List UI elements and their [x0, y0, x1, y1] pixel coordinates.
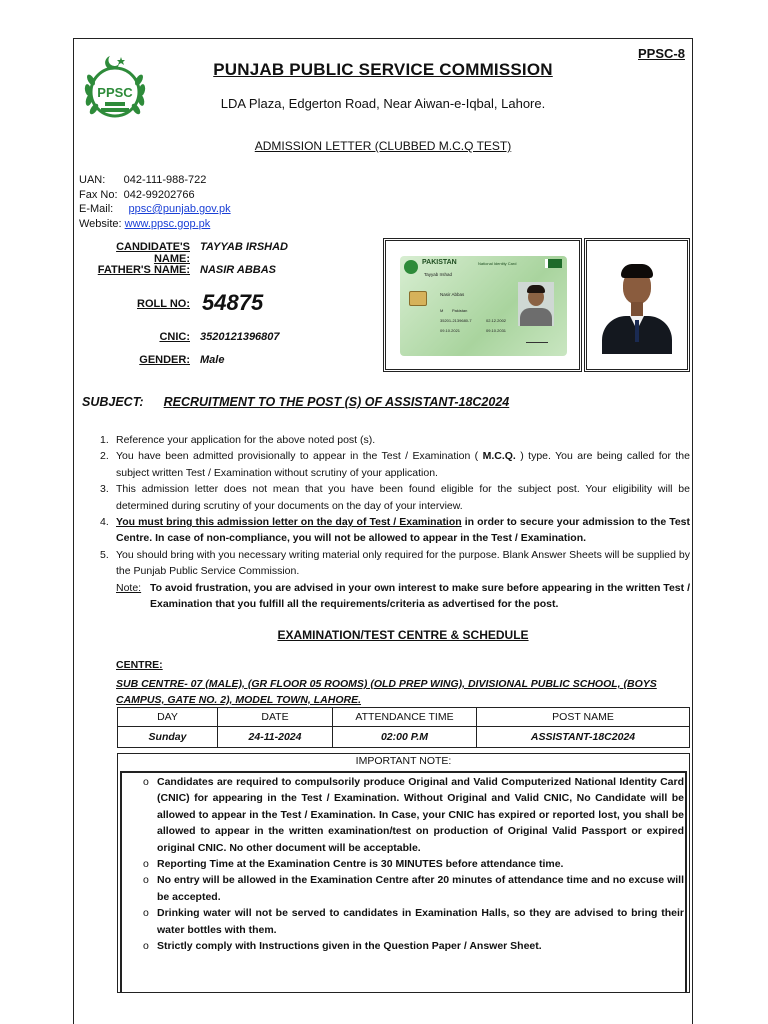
instruction-item: 2. You have been admitted provisionally to appear in the Test / Examination ( M.C.Q. ) type. You are being called for the subject written Test / Examination without scrutiny of your application.	[100, 450, 690, 479]
commission-address: LDA Plaza, Edgerton Road, Near Aiwan-e-Iqbal, Lahore.	[220, 96, 546, 111]
letter-title: ADMISSION LETTER (CLUBBED M.C.Q TEST)	[254, 139, 512, 153]
gender: Male	[200, 354, 225, 366]
list-item: o Reporting Time at the Examination Centre is 30 MINUTES before attendance time.	[143, 858, 564, 871]
fax-label: Fax No:	[79, 188, 118, 201]
card-id-number: 35201-2139680-7	[440, 318, 472, 323]
candidate-name: TAYYAB IRSHAD	[200, 241, 288, 253]
card-photo	[518, 282, 554, 326]
card-name: Tayyab Irshad	[424, 272, 453, 277]
instruction-item: 5. You should bring with you necessary writing material only required for the purpose. Blank Answer Sheets will be supplied by the Punjab Public Service Commission.	[100, 548, 690, 578]
father-name: NASIR ABBAS	[200, 264, 276, 276]
photo-frame	[584, 238, 690, 372]
card-country: PAKISTAN	[422, 259, 457, 266]
candidate-photo	[597, 258, 677, 354]
card-title: National Identity Card	[478, 261, 517, 266]
website-link[interactable]: www.ppsc.gop.pk	[124, 217, 211, 230]
cnic-label: CNIC:	[159, 331, 190, 343]
emblem-icon	[404, 260, 418, 274]
roll-no: 54875	[202, 290, 264, 315]
header-date: DATE	[218, 708, 333, 727]
svg-text:PPSC: PPSC	[97, 85, 133, 100]
card-expiry: 09.10.2031	[486, 328, 507, 333]
cell-day: Sunday	[118, 727, 218, 748]
schedule-header-row	[118, 708, 690, 727]
subject-line	[82, 395, 509, 409]
email-label: E-Mail:	[79, 203, 114, 215]
header-attendance-time: ATTENDANCE TIME	[333, 708, 477, 727]
centre-value: SUB CENTRE- 07 (MALE), (GR FLOOR 05 ROOMS) (OLD PREP WING), DIVISIONAL PUBLIC SCHOOL, (BOYS CAMPUS, GATE NO. 2), MODEL TOWN, LAHORE.	[116, 678, 657, 706]
uan-label: UAN:	[79, 174, 106, 186]
roll-no-label: ROLL NO:	[137, 298, 190, 310]
list-item: o Drinking water will not be served to candidates in Examination Halls, so they are advised to bring their water bottles with them.	[143, 907, 684, 936]
card-father: Nasir Abbas	[440, 292, 465, 297]
list-item: o Strictly comply with Instructions given in the Question Paper / Answer Sheet.	[143, 940, 542, 953]
chip-icon	[409, 291, 427, 306]
father-name-label: FATHER'S NAME:	[97, 264, 190, 276]
website-label: Website:	[79, 217, 122, 230]
instruction-item: 1. Reference your application for the above noted post (s).	[100, 434, 376, 446]
card-country-of-stay: Pakistan	[452, 308, 468, 313]
fax-value: 042-99202766	[123, 188, 195, 201]
instructions-list	[100, 432, 690, 612]
list-item: o No entry will be allowed in the Examination Centre after 20 minutes of attendance time and no excuse will be accepted.	[143, 874, 684, 903]
cnic-number: 3520121396807	[200, 331, 280, 343]
candidate-name-label: CANDIDATE'S NAME:	[116, 241, 190, 265]
cell-date: 24-11-2024	[218, 727, 333, 748]
schedule-title: EXAMINATION/TEST CENTRE & SCHEDULE	[277, 628, 529, 642]
ppsc-emblem-icon	[78, 50, 152, 124]
header-post-name: POST NAME	[477, 708, 690, 727]
uan-value: 042-111-988-722	[123, 174, 207, 186]
subject-label: SUBJECT:	[82, 395, 144, 409]
subject-text: RECRUITMENT TO THE POST (S) OF ASSISTANT-18C2024	[163, 395, 510, 409]
important-note-list	[143, 774, 684, 954]
gender-label: GENDER:	[139, 354, 190, 366]
cnic-card-image	[400, 256, 567, 356]
instruction-note: Note: To avoid frustration, you are advised in your own interest to make sure before appearing in the written Test / Examination that you fulfill all the requirements/criteria as advertised for the post.	[116, 581, 690, 611]
instruction-item: 3. This admission letter does not mean that you have been found eligible for the subject post. Your eligibility will be determined during scrutiny of your documents on the day of your interview.	[100, 483, 690, 512]
cnic-image-frame	[383, 238, 582, 372]
ppsc-logo	[78, 50, 152, 124]
instruction-item: 4. You must bring this admission letter on the day of Test / Examination in order to secure your admission to the Test Centre. In case of non-compliance, you will not be allowed to appear in the Test / Examination.	[100, 516, 691, 545]
cell-attendance-time: 02:00 P.M	[333, 727, 477, 748]
form-code: PPSC-8	[638, 46, 685, 61]
schedule-table	[117, 707, 690, 748]
email-link[interactable]: ppsc@punjab.gov.pk	[128, 203, 231, 215]
centre-label: CENTRE:	[116, 659, 163, 671]
header-day: DAY	[118, 708, 218, 727]
flag-icon	[545, 259, 562, 268]
card-dob: 02.12.2002	[486, 318, 507, 323]
list-item: o Candidates are required to compulsorily produce Original and Valid Computerized National Identity Card (CNIC) for appearing in the Test / Examination. Without Original and Valid CNIC, No Candidate will be allowed to appear in the Test / Examination. In Case, your CNIC has expired or reported lost, you shall be allowed to appear in the written examination/test on production of Original Valid Passport or expired original CNIC. No other document will be acceptable.	[143, 776, 684, 854]
important-note-title: IMPORTANT NOTE:	[355, 755, 452, 767]
card-signature	[526, 336, 548, 343]
table-row	[118, 727, 690, 748]
contact-block	[79, 173, 231, 231]
card-issue: 09.10.2021	[440, 328, 461, 333]
commission-title: PUNJAB PUBLIC SERVICE COMMISSION	[213, 60, 553, 79]
card-gender: M	[440, 308, 444, 313]
cell-post-name: ASSISTANT-18C2024	[477, 727, 690, 748]
